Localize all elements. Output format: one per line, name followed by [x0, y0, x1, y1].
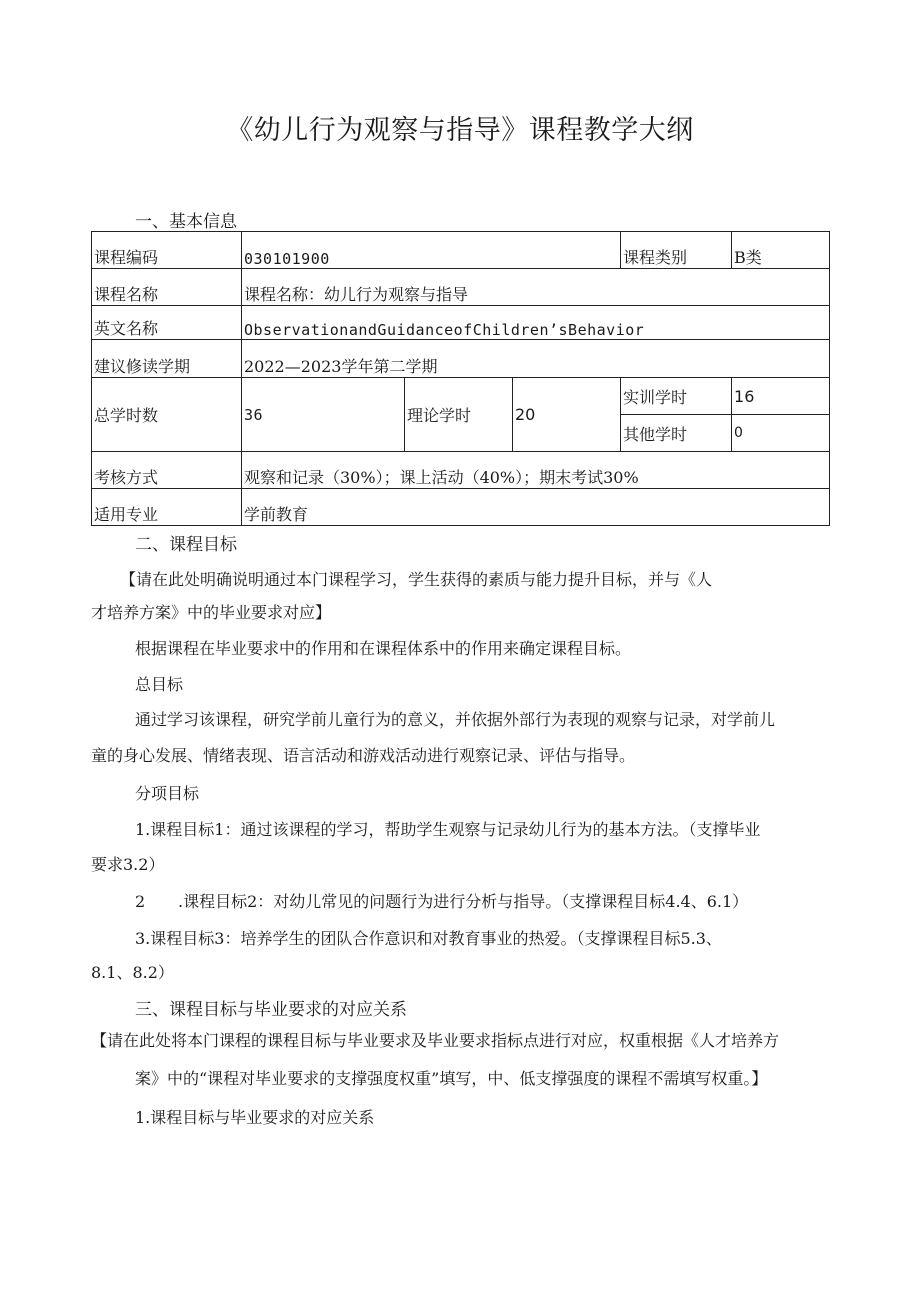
table-row: [92, 232, 830, 269]
goal1-line1: 1.课程目标1：通过该课程的学习，帮助学生观察与记录幼儿行为的基本方法。（支撑毕业: [135, 820, 761, 839]
other-hours-label: 其他学时: [621, 415, 732, 452]
goal2-text: .课程目标2：对幼儿常见的问题行为进行分析与指导。（支撑课程目标4.4、6.1）: [178, 892, 749, 911]
practice-hours-label: 实训学时: [621, 378, 732, 415]
page-title: 《幼儿行为观察与指导》课程教学大纲: [226, 115, 694, 146]
total-hours-value: 36: [242, 378, 405, 452]
english-name-value: ObservationandGuidanceofChildren’sBehavior: [242, 306, 830, 340]
assessment-value: 观察和记录（30%）；课上活动（40%）；期末考试30%: [242, 452, 830, 489]
course-type-value: B类: [732, 232, 830, 269]
table-row: [92, 378, 830, 415]
table-row: [92, 306, 830, 340]
major-label: 适用专业: [92, 489, 242, 526]
major-value: 学前教育: [242, 489, 830, 526]
goal3-line2: 8.1、8.2）: [91, 963, 174, 982]
overall-goal-line1: 通过学习该课程，研究学前儿童行为的意义，并依据外部行为表现的观察与记录，对学前儿: [135, 710, 776, 729]
mapping-note-line2: 案》中的“课程对毕业要求的支撑强度权重”填写，中、低支撑强度的课程不需填写权重。】: [135, 1069, 768, 1088]
mapping-item1: 1.课程目标与毕业要求的对应关系: [135, 1108, 375, 1127]
theory-hours-value: 20: [513, 378, 621, 452]
mapping-note-line1: 【请在此处将本门课程的课程目标与毕业要求及毕业要求指标点进行对应，权重根据《人才培养方: [91, 1031, 780, 1050]
course-code-value: 030101900: [242, 232, 621, 269]
goal3-line1: 3.课程目标3：培养学生的团队合作意识和对教育事业的热爱。（支撑课程目标5.3、: [135, 929, 722, 948]
theory-hours-label: 理论学时: [405, 378, 513, 452]
table-row: [92, 452, 830, 489]
total-hours-label: 总学时数: [92, 378, 242, 452]
overall-goal-label: 总目标: [135, 675, 184, 694]
section-basic-info-heading: 一、基本信息: [135, 212, 237, 232]
goal2-number: 2: [135, 892, 146, 911]
basic-info-table: [91, 231, 830, 526]
table-row: [92, 340, 830, 378]
goals-note-line2: 才培养方案》中的毕业要求对应】: [91, 603, 332, 622]
table-row: [92, 269, 830, 306]
sub-goals-label: 分项目标: [135, 784, 200, 803]
table-row: [92, 489, 830, 526]
term-label: 建议修读学期: [92, 340, 242, 378]
other-hours-value: 0: [732, 415, 830, 452]
section-goals-heading: 二、课程目标: [135, 535, 237, 555]
course-type-label: 课程类别: [621, 232, 732, 269]
overall-goal-line2: 童的身心发展、情绪表现、语言活动和游戏活动进行观察记录、评估与指导。: [91, 746, 636, 765]
course-code-label: 课程编码: [92, 232, 242, 269]
course-name-value: 课程名称：幼儿行为观察与指导: [242, 269, 830, 306]
goals-intro: 根据课程在毕业要求中的作用和在课程体系中的作用来确定课程目标。: [135, 639, 632, 658]
section-mapping-heading: 三、课程目标与毕业要求的对应关系: [135, 1000, 407, 1020]
goals-note-line1: 【请在此处明确说明通过本门课程学习，学生获得的素质与能力提升目标，并与《人: [120, 570, 713, 589]
goal1-line2: 要求3.2）: [91, 855, 165, 874]
english-name-label: 英文名称: [92, 306, 242, 340]
course-name-label: 课程名称: [92, 269, 242, 306]
practice-hours-value: 16: [732, 378, 830, 415]
term-value: 2022—2023学年第二学期: [242, 340, 830, 378]
assessment-label: 考核方式: [92, 452, 242, 489]
